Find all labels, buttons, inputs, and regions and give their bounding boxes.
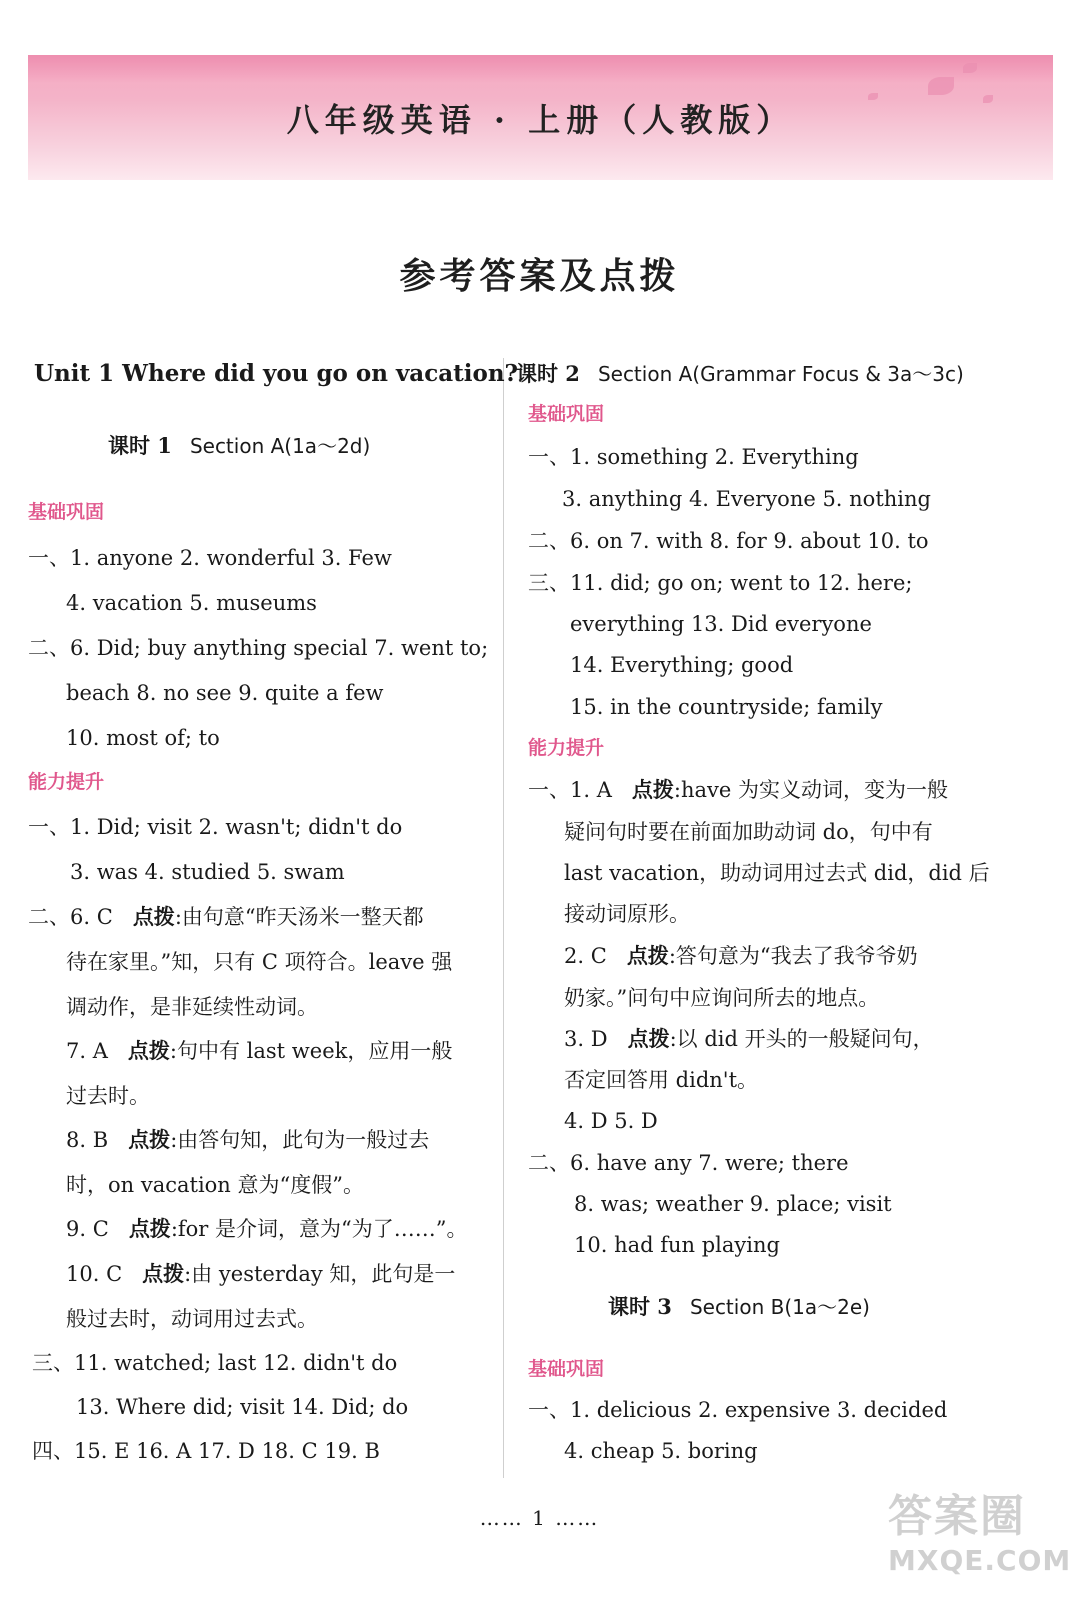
answer-line: 三、11. watched; last 12. didn't do [32,1351,398,1375]
answer-line: 待在家里。”知，只有 C 项符合。leave 强 [66,950,453,974]
hint-text: :由句意“昨天汤米一整天都 [174,905,424,929]
lesson-section: Section A(1a～2d) [189,434,371,458]
category-ability: 能力提升 [28,771,105,793]
hint-label: 点拨 [132,904,175,929]
answer-line: 二、6. on 7. with 8. for 9. about 10. to [528,529,929,553]
answer-line: 三、11. did; go on; went to 12. here; [528,571,913,595]
answer-line: 10. most of; to [66,726,220,750]
unit-title: Unit 1 Where did you go on vacation? [34,360,519,387]
page-number: …… 1 …… [479,1506,600,1530]
lesson-section: Section B(1a～2e) [689,1295,870,1319]
answer-line [564,1025,934,1053]
answer-line: 四、15. E 16. A 17. D 18. C 19. B [32,1439,380,1463]
answer-line: 过去时。 [66,1084,150,1108]
petal-decoration [868,93,878,100]
answer-line: 4. vacation 5. museums [66,591,317,615]
hint-text: :have 为实义动词，变为一般 [673,778,949,802]
hint-label: 点拨 [627,1026,670,1051]
answer-line: 时，on vacation 意为“度假”。 [66,1173,364,1197]
petal-decoration [928,77,954,95]
hint-label: 点拨 [128,1127,171,1152]
answer-line: 二、6. have any 7. were; there [528,1151,849,1175]
answer-line: 一、1. something 2. Everything [528,445,859,469]
hint-label: 点拨 [142,1261,185,1286]
page-title: 参考答案及点拨 [399,255,680,297]
answer-line: 一、1. delicious 2. expensive 3. decided [528,1398,948,1422]
lesson-heading [608,1293,870,1321]
hint-text: :for 是介词，意为“为了……”。 [170,1217,468,1241]
hint-text: :以 did 开头的一般疑问句， [669,1027,934,1051]
hint-label: 点拨 [128,1216,171,1241]
hint-label: 点拨 [127,1038,170,1063]
lesson-label: 课时 1 [108,433,172,458]
answer-number: 7. A [66,1039,108,1063]
answer-number: 二、6. C [28,905,113,929]
answer-number: 2. C [564,944,607,968]
hint-label: 点拨 [631,777,674,802]
answer-line: 3. was 4. studied 5. swam [70,860,345,884]
answer-line [564,942,918,970]
answer-line [66,1260,455,1288]
category-basic: 基础巩固 [528,1358,605,1380]
answer-line: 调动作，是非延续性动词。 [66,995,318,1019]
answer-line: last vacation，助动词用过去式 did，did 后 [564,861,990,885]
answer-line: 13. Where did; visit 14. Did; do [76,1395,409,1419]
answer-line: 接动词原形。 [564,902,690,926]
lesson-section: Section A(Grammar Focus & 3a～3c) [597,362,964,386]
answer-line [66,1215,468,1243]
lesson-label: 课时 2 [516,361,580,386]
banner-title: 八年级英语 · 上册（人教版） [286,101,795,139]
hint-text: :句中有 last week，应用一般 [169,1039,453,1063]
answer-line [528,776,948,804]
answer-number: 一、1. A [528,778,612,802]
hint-text: :答句意为“我去了我爷爷奶 [668,944,918,968]
hint-text: :由答句知，此句为一般过去 [170,1128,430,1152]
answer-number: 3. D [564,1027,608,1051]
answer-line [66,1126,429,1154]
answer-number: 8. B [66,1128,109,1152]
answer-line: 8. was; weather 9. place; visit [574,1192,892,1216]
category-ability: 能力提升 [528,737,605,759]
answer-line: everything 13. Did everyone [570,612,872,636]
answer-line: 奶家。”问句中应询问所去的地点。 [564,986,880,1010]
answer-line: 4. D 5. D [564,1109,658,1133]
lesson-heading [516,360,964,388]
answer-line: 15. in the countryside; family [570,695,883,719]
watermark-logo [888,1480,1072,1590]
answer-number: 10. C [66,1262,123,1286]
answer-line: 否定回答用 didn't。 [564,1068,759,1092]
answer-line: 3. anything 4. Everyone 5. nothing [562,487,931,511]
answer-line: 14. Everything; good [570,653,794,677]
lesson-label: 课时 3 [608,1294,672,1319]
lesson-heading [108,432,370,460]
answer-line [66,1037,452,1065]
answer-line: 二、6. Did; buy anything special 7. went to; [28,636,489,660]
watermark-url: MXQE.COM [888,1544,1072,1577]
answer-number: 9. C [66,1217,109,1241]
header-banner [28,55,1053,180]
category-basic: 基础巩固 [28,501,105,523]
answer-line: 10. had fun playing [574,1233,780,1257]
answer-line: beach 8. no see 9. quite a few [66,681,384,705]
hint-text: :由 yesterday 知，此句是一 [184,1262,456,1286]
answer-line: 4. cheap 5. boring [564,1439,758,1463]
column-divider [503,358,504,1478]
answer-line: 疑问句时要在前面加助动词 do，句中有 [564,820,933,844]
answer-line [28,903,424,931]
answer-line: 一、1. anyone 2. wonderful 3. Few [28,546,392,570]
watermark-text: 答案圈 [888,1491,1026,1542]
answer-line: 一、1. Did; visit 2. wasn't; didn't do [28,815,403,839]
answer-line: 般过去时，动词用过去式。 [66,1307,318,1331]
category-basic: 基础巩固 [528,403,605,425]
petal-decoration [963,63,977,73]
petal-decoration [983,95,993,103]
hint-label: 点拨 [626,943,669,968]
